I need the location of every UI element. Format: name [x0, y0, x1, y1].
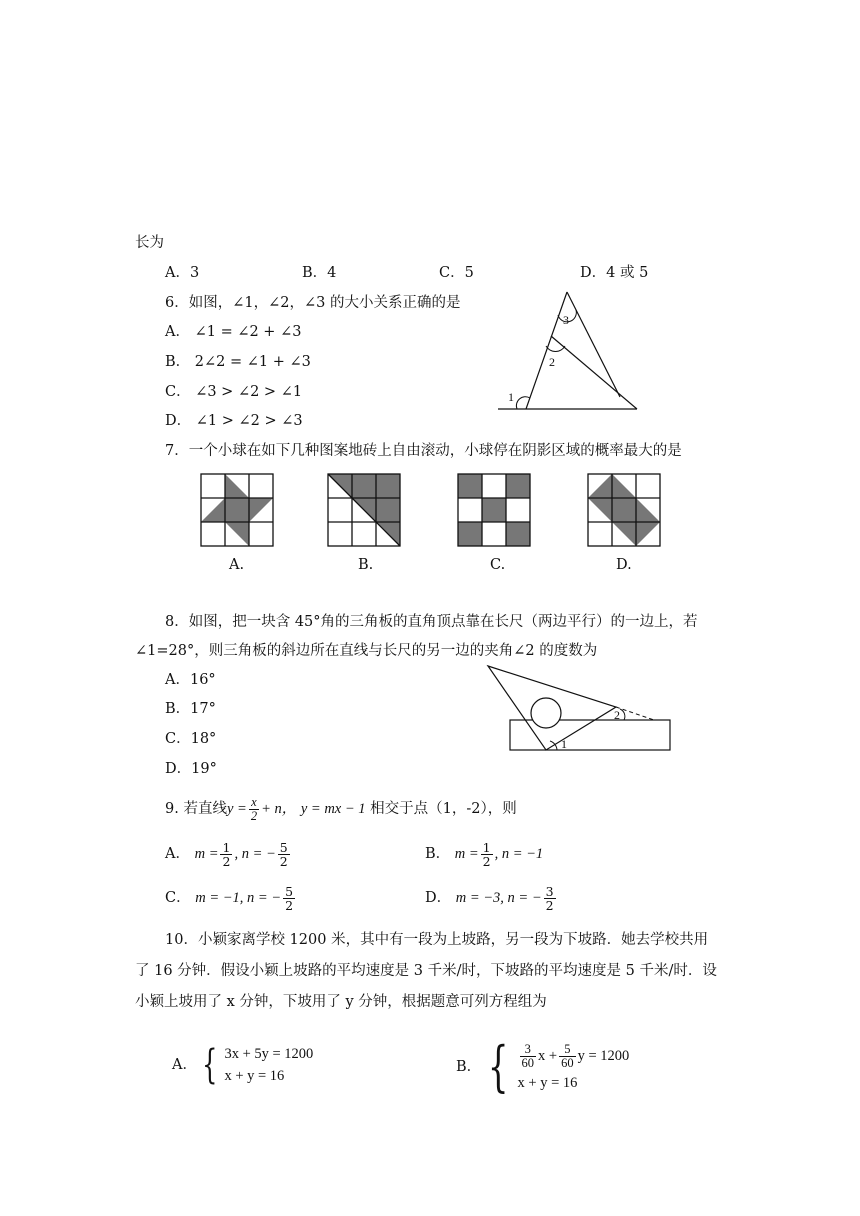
- q8-ruler-triangle-figure: [488, 664, 678, 754]
- q7-tile-c: [458, 474, 530, 546]
- q10-b-end: y = 1200: [577, 1048, 630, 1064]
- q9-y-eq: y =: [226, 801, 247, 817]
- q9-c-n-frac: [283, 885, 295, 912]
- q9-a-m-den: 2: [222, 853, 231, 869]
- q9-prefix: 9. 若直线: [165, 801, 227, 817]
- q7-label-b: B.: [358, 557, 374, 573]
- q9-option-d: [425, 882, 558, 914]
- q10-b-frac2: [559, 1043, 576, 1070]
- q5-option-c: C．5: [439, 265, 474, 281]
- q6-option-d: D． ∠1 > ∠2 > ∠3: [165, 413, 303, 429]
- q9-d-n-den: 2: [545, 897, 554, 913]
- q9-c-n-den: 2: [285, 897, 294, 913]
- q10-a-eq2: x + y = 16: [224, 1068, 285, 1084]
- q9-a-label: A．: [165, 846, 190, 862]
- q10-line2: 了 16 分钟．假设小颖上坡路的平均速度是 3 千米/时，下坡路的平均速度是 5 千米/时．设: [135, 963, 717, 979]
- q8-label-2: 2: [614, 708, 620, 722]
- q7-label-d: D.: [616, 557, 632, 573]
- q9-a-m: m =: [194, 846, 219, 862]
- q9-c-n-num: 5: [285, 883, 294, 899]
- q10-a-brace: {: [202, 1042, 218, 1088]
- q8-stem-line2: ∠1=28°，则三角板的斜边所在直线与长尺的另一边的夹角∠2 的度数为: [135, 643, 598, 659]
- q9-frac-num: x: [249, 796, 259, 810]
- q9-line2: y = mx − 1: [300, 801, 366, 817]
- q9-c-m: m = −1, n = −: [195, 890, 282, 906]
- q10-option-b: [456, 1035, 630, 1098]
- q9-plus-n: + n，: [261, 801, 297, 817]
- q6-triangle-figure: [495, 288, 640, 413]
- q7-stem: 7．一个小球在如下几种图案地砖上自由滚动，小球停在阴影区域的概率最大的是: [165, 443, 682, 459]
- q8-option-b: B．17°: [165, 701, 216, 717]
- q8-option-d: D．19°: [165, 761, 217, 777]
- q6-label-1: 1: [508, 390, 514, 404]
- q8-option-a: A．16°: [165, 672, 216, 688]
- q9-stem: [165, 793, 517, 825]
- q9-d-n-frac: [544, 885, 556, 912]
- q10-a-label: A．: [172, 1057, 197, 1073]
- q9-option-a: [165, 838, 292, 870]
- q9-b-label: B．: [425, 846, 451, 862]
- q9-b-m: m =: [454, 846, 479, 862]
- q9-a-n-den: 2: [279, 853, 288, 869]
- q10-b-frac2-den: 60: [561, 1056, 574, 1071]
- q6-label-3: 3: [563, 313, 569, 327]
- q9-frac-den: 2: [250, 808, 258, 823]
- q9-a-m-frac: [220, 841, 232, 868]
- q10-option-a: [172, 1043, 313, 1087]
- q9-d-label: D．: [425, 890, 452, 906]
- q5-option-d: D．4 或 5: [580, 265, 649, 281]
- q9-d-m: m = −3, n = −: [455, 890, 542, 906]
- q10-b-mid: x +: [538, 1048, 558, 1064]
- q8-stem-line1: 8．如图，把一块含 45°角的三角板的直角顶点靠在长尺（两边平行）的一边上，若: [165, 614, 698, 630]
- q10-line1: 10．小颖家离学校 1200 米，其中有一段为上坡路，另一段为下坡路．她去学校共用: [165, 932, 709, 948]
- q6-option-b: B． 2∠2 = ∠1 + ∠3: [165, 354, 311, 370]
- q9-a-n: , n = −: [234, 846, 276, 862]
- q9-c-label: C．: [165, 890, 191, 906]
- q7-label-a: A.: [229, 557, 245, 573]
- q10-a-eq1: 3x + 5y = 1200: [224, 1046, 314, 1062]
- q8-label-1: 1: [561, 737, 567, 751]
- q10-b-frac1-num: 3: [520, 1043, 537, 1057]
- q6-label-2: 2: [549, 355, 555, 369]
- q5-tail: 长为: [135, 235, 164, 251]
- q9-fraction-x-over-2: [249, 796, 259, 823]
- q10-b-label: B．: [456, 1059, 482, 1075]
- q9-option-c: [165, 882, 297, 914]
- q10-b-frac1-den: 60: [521, 1056, 535, 1071]
- q10-line3: 小颖上坡用了 x 分钟，下坡用了 y 分钟，根据题意可列方程组为: [135, 994, 547, 1010]
- q9-suffix: 相交于点（1，-2），则: [370, 801, 517, 817]
- q6-option-c: C． ∠3 > ∠2 > ∠1: [165, 384, 303, 400]
- q9-b-m-den: 2: [482, 853, 491, 869]
- q5-option-a: A．3: [165, 265, 200, 281]
- q9-a-n-frac: [278, 841, 290, 868]
- q10-b-eq2: x + y = 16: [517, 1075, 578, 1091]
- q7-tile-d: [588, 474, 660, 546]
- q9-option-b: [425, 838, 543, 870]
- q10-b-eq1: [518, 1040, 630, 1072]
- q10-b-frac2-num: 5: [559, 1043, 576, 1057]
- q9-b-n: , n = −1: [494, 846, 544, 862]
- q9-a-m-num: 1: [222, 839, 231, 855]
- q10-b-system: [518, 1040, 630, 1094]
- q7-tile-b: [328, 474, 400, 546]
- q10-b-frac1: [520, 1043, 537, 1070]
- q8-option-c: C．18°: [165, 731, 217, 747]
- q9-b-m-frac: [481, 841, 493, 868]
- q9-d-n-num: 3: [545, 883, 554, 899]
- q5-option-b: B．4: [302, 265, 337, 281]
- q10-a-system: [224, 1043, 313, 1087]
- q7-tile-a: [201, 474, 273, 546]
- q10-b-brace: {: [488, 1035, 509, 1098]
- q6-stem: 6．如图，∠1，∠2，∠3 的大小关系正确的是: [165, 295, 461, 311]
- q6-option-a: A． ∠1 = ∠2 + ∠3: [165, 324, 302, 340]
- q9-a-n-num: 5: [279, 839, 288, 855]
- q9-b-m-num: 1: [482, 839, 491, 855]
- q7-label-c: C.: [490, 557, 506, 573]
